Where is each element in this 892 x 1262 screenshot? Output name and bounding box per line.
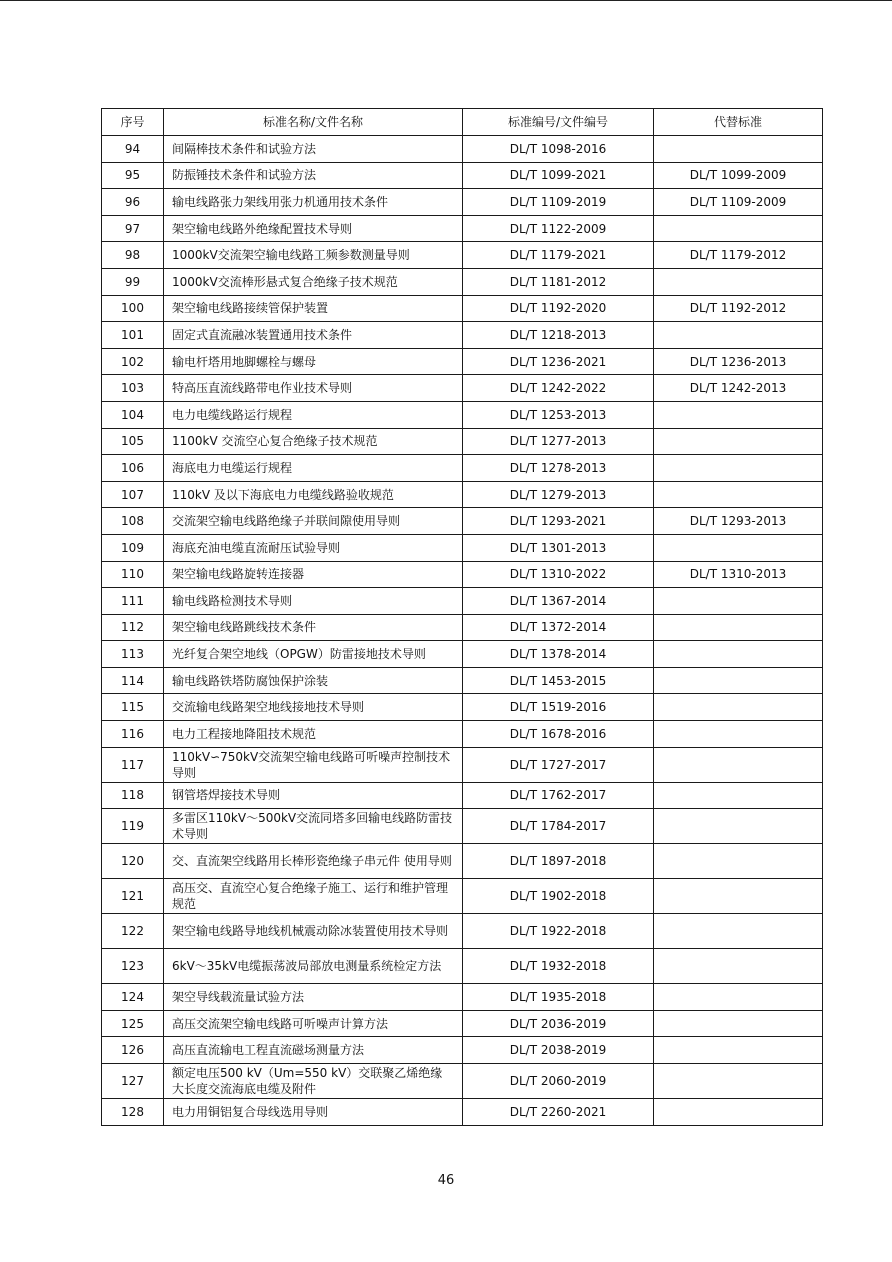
row-standard-code: DL/T 1122-2009 — [463, 215, 654, 242]
row-standard-name: 固定式直流融冰装置通用技术条件 — [164, 322, 463, 349]
row-standard-name: 交、直流架空线路用长棒形瓷绝缘子串元件 使用导则 — [164, 844, 463, 879]
row-replaced-standard: DL/T 1310-2013 — [654, 561, 823, 588]
row-replaced-standard — [654, 721, 823, 748]
row-serial-no: 115 — [102, 694, 164, 721]
row-serial-no: 102 — [102, 348, 164, 375]
row-replaced-standard — [654, 914, 823, 949]
table-row — [102, 914, 823, 949]
row-standard-code: DL/T 1897-2018 — [463, 844, 654, 879]
row-standard-name: 110kV 及以下海底电力电缆线路验收规范 — [164, 481, 463, 508]
header-standard-name: 标准名称/文件名称 — [164, 109, 463, 136]
row-standard-name: 海底充油电缆直流耐压试验导则 — [164, 534, 463, 561]
table-row — [102, 667, 823, 694]
row-serial-no: 106 — [102, 455, 164, 482]
row-standard-name: 架空输电线路旋转连接器 — [164, 561, 463, 588]
row-standard-code: DL/T 1372-2014 — [463, 614, 654, 641]
row-replaced-standard — [654, 782, 823, 809]
row-replaced-standard — [654, 984, 823, 1011]
row-serial-no: 126 — [102, 1037, 164, 1064]
row-replaced-standard — [654, 268, 823, 295]
table-row — [102, 189, 823, 216]
row-standard-name: 光纤复合架空地线（OPGW）防雷接地技术导则 — [164, 641, 463, 668]
row-replaced-standard — [654, 534, 823, 561]
row-serial-no: 97 — [102, 215, 164, 242]
row-standard-code: DL/T 1179-2021 — [463, 242, 654, 269]
row-replaced-standard — [654, 1064, 823, 1099]
table-row — [102, 215, 823, 242]
row-serial-no: 127 — [102, 1064, 164, 1099]
table-row — [102, 1064, 823, 1099]
row-serial-no: 118 — [102, 782, 164, 809]
row-replaced-standard — [654, 322, 823, 349]
table-row — [102, 588, 823, 615]
row-standard-code: DL/T 1932-2018 — [463, 949, 654, 984]
row-standard-name: 交流输电线路架空地线接地技术导则 — [164, 694, 463, 721]
row-standard-name: 输电杆塔用地脚螺栓与螺母 — [164, 348, 463, 375]
row-standard-code: DL/T 1678-2016 — [463, 721, 654, 748]
row-serial-no: 110 — [102, 561, 164, 588]
row-replaced-standard — [654, 879, 823, 914]
row-standard-code: DL/T 1253-2013 — [463, 401, 654, 428]
header-replaced-standard: 代替标准 — [654, 109, 823, 136]
table-row — [102, 455, 823, 482]
row-standard-code: DL/T 2060-2019 — [463, 1064, 654, 1099]
row-serial-no: 116 — [102, 721, 164, 748]
row-standard-name: 防振锤技术条件和试验方法 — [164, 162, 463, 189]
row-standard-code: DL/T 1310-2022 — [463, 561, 654, 588]
row-replaced-standard — [654, 588, 823, 615]
row-serial-no: 128 — [102, 1099, 164, 1126]
row-standard-name: 高压直流输电工程直流磁场测量方法 — [164, 1037, 463, 1064]
row-replaced-standard — [654, 809, 823, 844]
row-standard-name: 输电线路检测技术导则 — [164, 588, 463, 615]
row-standard-code: DL/T 1935-2018 — [463, 984, 654, 1011]
table-row — [102, 268, 823, 295]
row-standard-code: DL/T 1762-2017 — [463, 782, 654, 809]
table-row — [102, 844, 823, 879]
table-row — [102, 879, 823, 914]
table-row — [102, 401, 823, 428]
row-serial-no: 114 — [102, 667, 164, 694]
row-standard-code: DL/T 1378-2014 — [463, 641, 654, 668]
row-standard-code: DL/T 1902-2018 — [463, 879, 654, 914]
row-serial-no: 108 — [102, 508, 164, 535]
table-row — [102, 348, 823, 375]
row-serial-no: 119 — [102, 809, 164, 844]
table-row — [102, 1099, 823, 1126]
row-serial-no: 107 — [102, 481, 164, 508]
row-standard-code: DL/T 1192-2020 — [463, 295, 654, 322]
row-standard-name: 110kV∽750kV交流架空输电线路可听噪声控制技术导则 — [164, 747, 463, 782]
table-row — [102, 614, 823, 641]
header-serial-no: 序号 — [102, 109, 164, 136]
row-replaced-standard: DL/T 1109-2009 — [654, 189, 823, 216]
table-row — [102, 481, 823, 508]
row-replaced-standard — [654, 949, 823, 984]
row-serial-no: 122 — [102, 914, 164, 949]
row-replaced-standard — [654, 641, 823, 668]
table-row — [102, 162, 823, 189]
table-row — [102, 721, 823, 748]
row-serial-no: 95 — [102, 162, 164, 189]
row-standard-name: 输电线路铁塔防腐蚀保护涂装 — [164, 667, 463, 694]
row-serial-no: 121 — [102, 879, 164, 914]
row-replaced-standard — [654, 694, 823, 721]
row-standard-code: DL/T 1519-2016 — [463, 694, 654, 721]
row-standard-name: 电力电缆线路运行规程 — [164, 401, 463, 428]
row-serial-no: 101 — [102, 322, 164, 349]
row-serial-no: 123 — [102, 949, 164, 984]
table-row — [102, 747, 823, 782]
table-row — [102, 242, 823, 269]
row-standard-code: DL/T 2036-2019 — [463, 1010, 654, 1037]
row-serial-no: 125 — [102, 1010, 164, 1037]
row-standard-code: DL/T 2038-2019 — [463, 1037, 654, 1064]
row-standard-name: 1000kV交流架空输电线路工频参数测量导则 — [164, 242, 463, 269]
table-row — [102, 508, 823, 535]
row-standard-name: 额定电压500 kV（Um=550 kV）交联聚乙烯绝缘大长度交流海底电缆及附件 — [164, 1064, 463, 1099]
row-serial-no: 99 — [102, 268, 164, 295]
row-standard-name: 架空导线载流量试验方法 — [164, 984, 463, 1011]
table-row — [102, 322, 823, 349]
row-replaced-standard — [654, 455, 823, 482]
row-standard-code: DL/T 1279-2013 — [463, 481, 654, 508]
row-standard-code: DL/T 1218-2013 — [463, 322, 654, 349]
top-rule — [0, 0, 892, 1]
row-replaced-standard — [654, 136, 823, 163]
page-number: 46 — [437, 1173, 455, 1188]
row-standard-code: DL/T 1109-2019 — [463, 189, 654, 216]
row-standard-name: 高压交、直流空心复合绝缘子施工、运行和维护管理规范 — [164, 879, 463, 914]
table-row — [102, 295, 823, 322]
row-standard-name: 电力用铜铝复合母线选用导则 — [164, 1099, 463, 1126]
row-standard-name: 高压交流架空输电线路可听噪声计算方法 — [164, 1010, 463, 1037]
header-standard-code: 标准编号/文件编号 — [463, 109, 654, 136]
row-replaced-standard: DL/T 1099-2009 — [654, 162, 823, 189]
row-serial-no: 120 — [102, 844, 164, 879]
table-row — [102, 534, 823, 561]
table-row — [102, 1037, 823, 1064]
row-standard-name: 间隔棒技术条件和试验方法 — [164, 136, 463, 163]
row-standard-name: 架空输电线路外绝缘配置技术导则 — [164, 215, 463, 242]
table-row — [102, 809, 823, 844]
row-replaced-standard — [654, 1099, 823, 1126]
row-serial-no: 112 — [102, 614, 164, 641]
row-serial-no: 98 — [102, 242, 164, 269]
row-standard-code: DL/T 1236-2021 — [463, 348, 654, 375]
row-standard-name: 特高压直流线路带电作业技术导则 — [164, 375, 463, 402]
row-replaced-standard — [654, 428, 823, 455]
table-row — [102, 984, 823, 1011]
row-replaced-standard — [654, 215, 823, 242]
row-replaced-standard — [654, 401, 823, 428]
row-serial-no: 124 — [102, 984, 164, 1011]
row-standard-name: 电力工程接地降阻技术规范 — [164, 721, 463, 748]
row-standard-code: DL/T 1453-2015 — [463, 667, 654, 694]
row-serial-no: 111 — [102, 588, 164, 615]
row-replaced-standard — [654, 1010, 823, 1037]
table-row — [102, 375, 823, 402]
row-replaced-standard: DL/T 1242-2013 — [654, 375, 823, 402]
table-header-row — [102, 109, 823, 136]
row-standard-code: DL/T 1099-2021 — [463, 162, 654, 189]
row-replaced-standard — [654, 1037, 823, 1064]
row-standard-code: DL/T 1293-2021 — [463, 508, 654, 535]
row-standard-name: 6kV～35kV电缆振荡波局部放电测量系统检定方法 — [164, 949, 463, 984]
row-standard-code: DL/T 1727-2017 — [463, 747, 654, 782]
row-standard-code: DL/T 1242-2022 — [463, 375, 654, 402]
standards-table — [101, 108, 823, 1126]
row-standard-code: DL/T 1277-2013 — [463, 428, 654, 455]
table-row — [102, 1010, 823, 1037]
row-replaced-standard: DL/T 1179-2012 — [654, 242, 823, 269]
row-standard-name: 输电线路张力架线用张力机通用技术条件 — [164, 189, 463, 216]
table-row — [102, 694, 823, 721]
table-row — [102, 136, 823, 163]
row-replaced-standard — [654, 747, 823, 782]
row-serial-no: 96 — [102, 189, 164, 216]
row-standard-name: 架空输电线路导地线机械震动除冰装置使用技术导则 — [164, 914, 463, 949]
row-standard-name: 架空输电线路跳线技术条件 — [164, 614, 463, 641]
row-standard-name: 交流架空输电线路绝缘子并联间隙使用导则 — [164, 508, 463, 535]
row-replaced-standard: DL/T 1192-2012 — [654, 295, 823, 322]
row-standard-code: DL/T 2260-2021 — [463, 1099, 654, 1126]
row-standard-code: DL/T 1922-2018 — [463, 914, 654, 949]
row-standard-code: DL/T 1181-2012 — [463, 268, 654, 295]
row-standard-name: 海底电力电缆运行规程 — [164, 455, 463, 482]
row-standard-code: DL/T 1367-2014 — [463, 588, 654, 615]
row-standard-name: 1000kV交流棒形悬式复合绝缘子技术规范 — [164, 268, 463, 295]
table-row — [102, 428, 823, 455]
table-row — [102, 949, 823, 984]
row-replaced-standard — [654, 844, 823, 879]
row-standard-code: DL/T 1278-2013 — [463, 455, 654, 482]
row-standard-code: DL/T 1301-2013 — [463, 534, 654, 561]
table-row — [102, 641, 823, 668]
row-serial-no: 117 — [102, 747, 164, 782]
table-body — [102, 136, 823, 1126]
row-serial-no: 104 — [102, 401, 164, 428]
row-standard-code: DL/T 1098-2016 — [463, 136, 654, 163]
row-replaced-standard: DL/T 1293-2013 — [654, 508, 823, 535]
row-replaced-standard: DL/T 1236-2013 — [654, 348, 823, 375]
row-standard-name: 1100kV 交流空心复合绝缘子技术规范 — [164, 428, 463, 455]
row-serial-no: 103 — [102, 375, 164, 402]
row-standard-name: 架空输电线路接续管保护装置 — [164, 295, 463, 322]
table-row — [102, 782, 823, 809]
row-serial-no: 113 — [102, 641, 164, 668]
row-standard-name: 多雷区110kV～500kV交流同塔多回输电线路防雷技术导则 — [164, 809, 463, 844]
row-serial-no: 94 — [102, 136, 164, 163]
row-serial-no: 100 — [102, 295, 164, 322]
row-serial-no: 105 — [102, 428, 164, 455]
row-standard-name: 钢管塔焊接技术导则 — [164, 782, 463, 809]
row-standard-code: DL/T 1784-2017 — [463, 809, 654, 844]
table-row — [102, 561, 823, 588]
row-replaced-standard — [654, 667, 823, 694]
row-replaced-standard — [654, 481, 823, 508]
row-serial-no: 109 — [102, 534, 164, 561]
row-replaced-standard — [654, 614, 823, 641]
